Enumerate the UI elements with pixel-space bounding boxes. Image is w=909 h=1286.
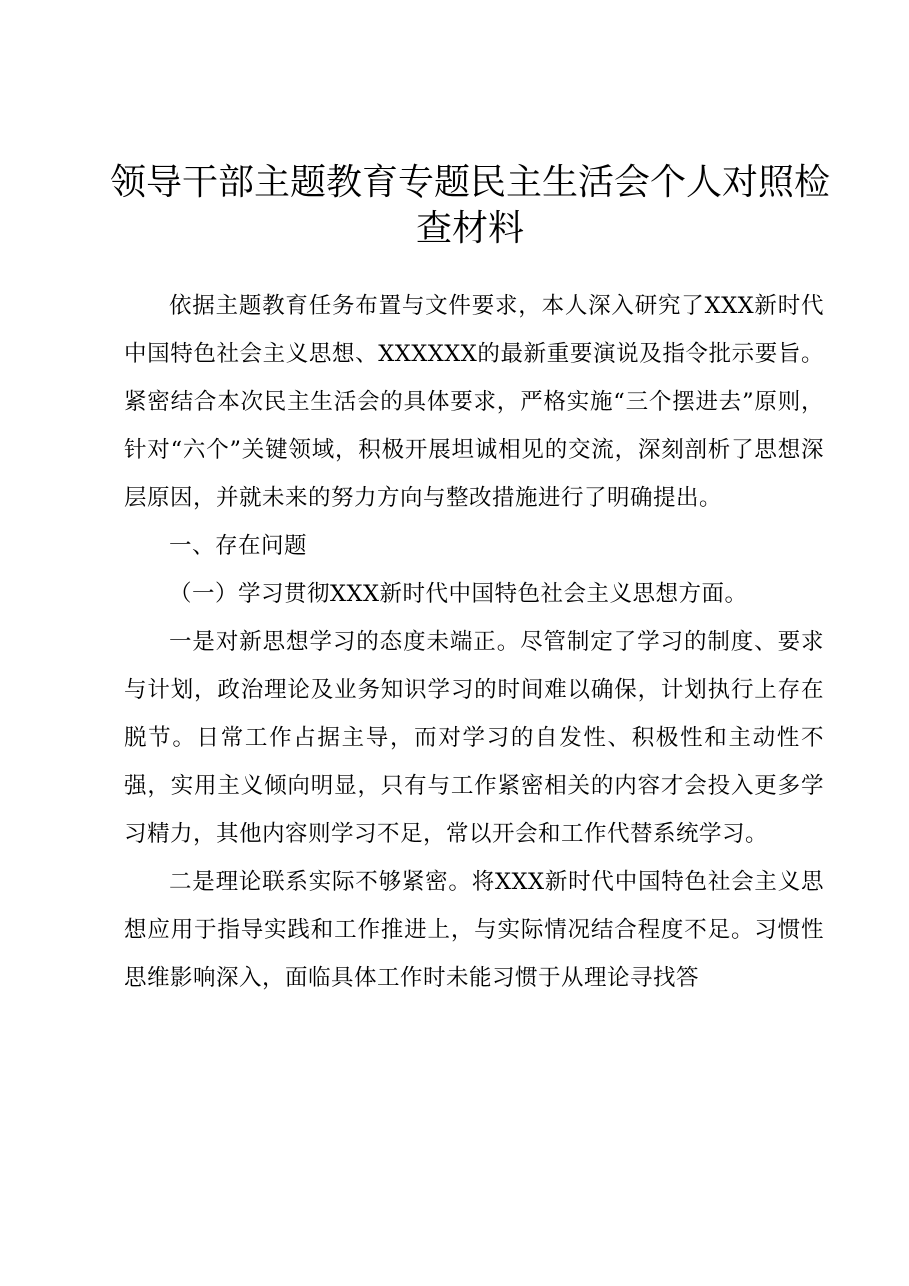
document-body [124, 282, 824, 1002]
subsection-heading-study: （一）学习贯彻XXX新时代中国特色社会主义思想方面。 [169, 581, 748, 607]
point-two-paragraph: 二是理论联系实际不够紧密。将XXX新时代中国特色社会主义思想应用于指导实践和工作推进上，与实际情况结合程度不足。习惯性思维影响深入，面临具体工作时未能习惯于从理论寻找答 [124, 869, 824, 991]
section-heading-problems: 一、存在问题 [169, 533, 308, 559]
intro-paragraph: 依据主题教育任务布置与文件要求，本人深入研究了XXX新时代中国特色社会主义思想、XXXXXX的最新重要演说及指令批示要旨。紧密结合本次民主生活会的具体要求，严格实施“三个摆进去”原则，针对“六个”关键领域，积极开展坦诚相见的交流，深刻剖析了思想深层原因，并就未来的努力方向与整改措施进行了明确提出。 [124, 293, 824, 511]
document-title: 领导干部主题教育专题民主生活会个人对照检查材料 [109, 162, 830, 249]
point-one-paragraph: 一是对新思想学习的态度未端正。尽管制定了学习的制度、要求与计划，政治理论及业务知识学习的时间难以确保，计划执行上存在脱节。日常工作占据主导，而对学习的自发性、积极性和主动性不强，实用主义倾向明显，只有与工作紧密相关的内容才会投入更多学习精力，其他内容则学习不足，常以开会和工作代替系统学习。 [124, 629, 824, 847]
